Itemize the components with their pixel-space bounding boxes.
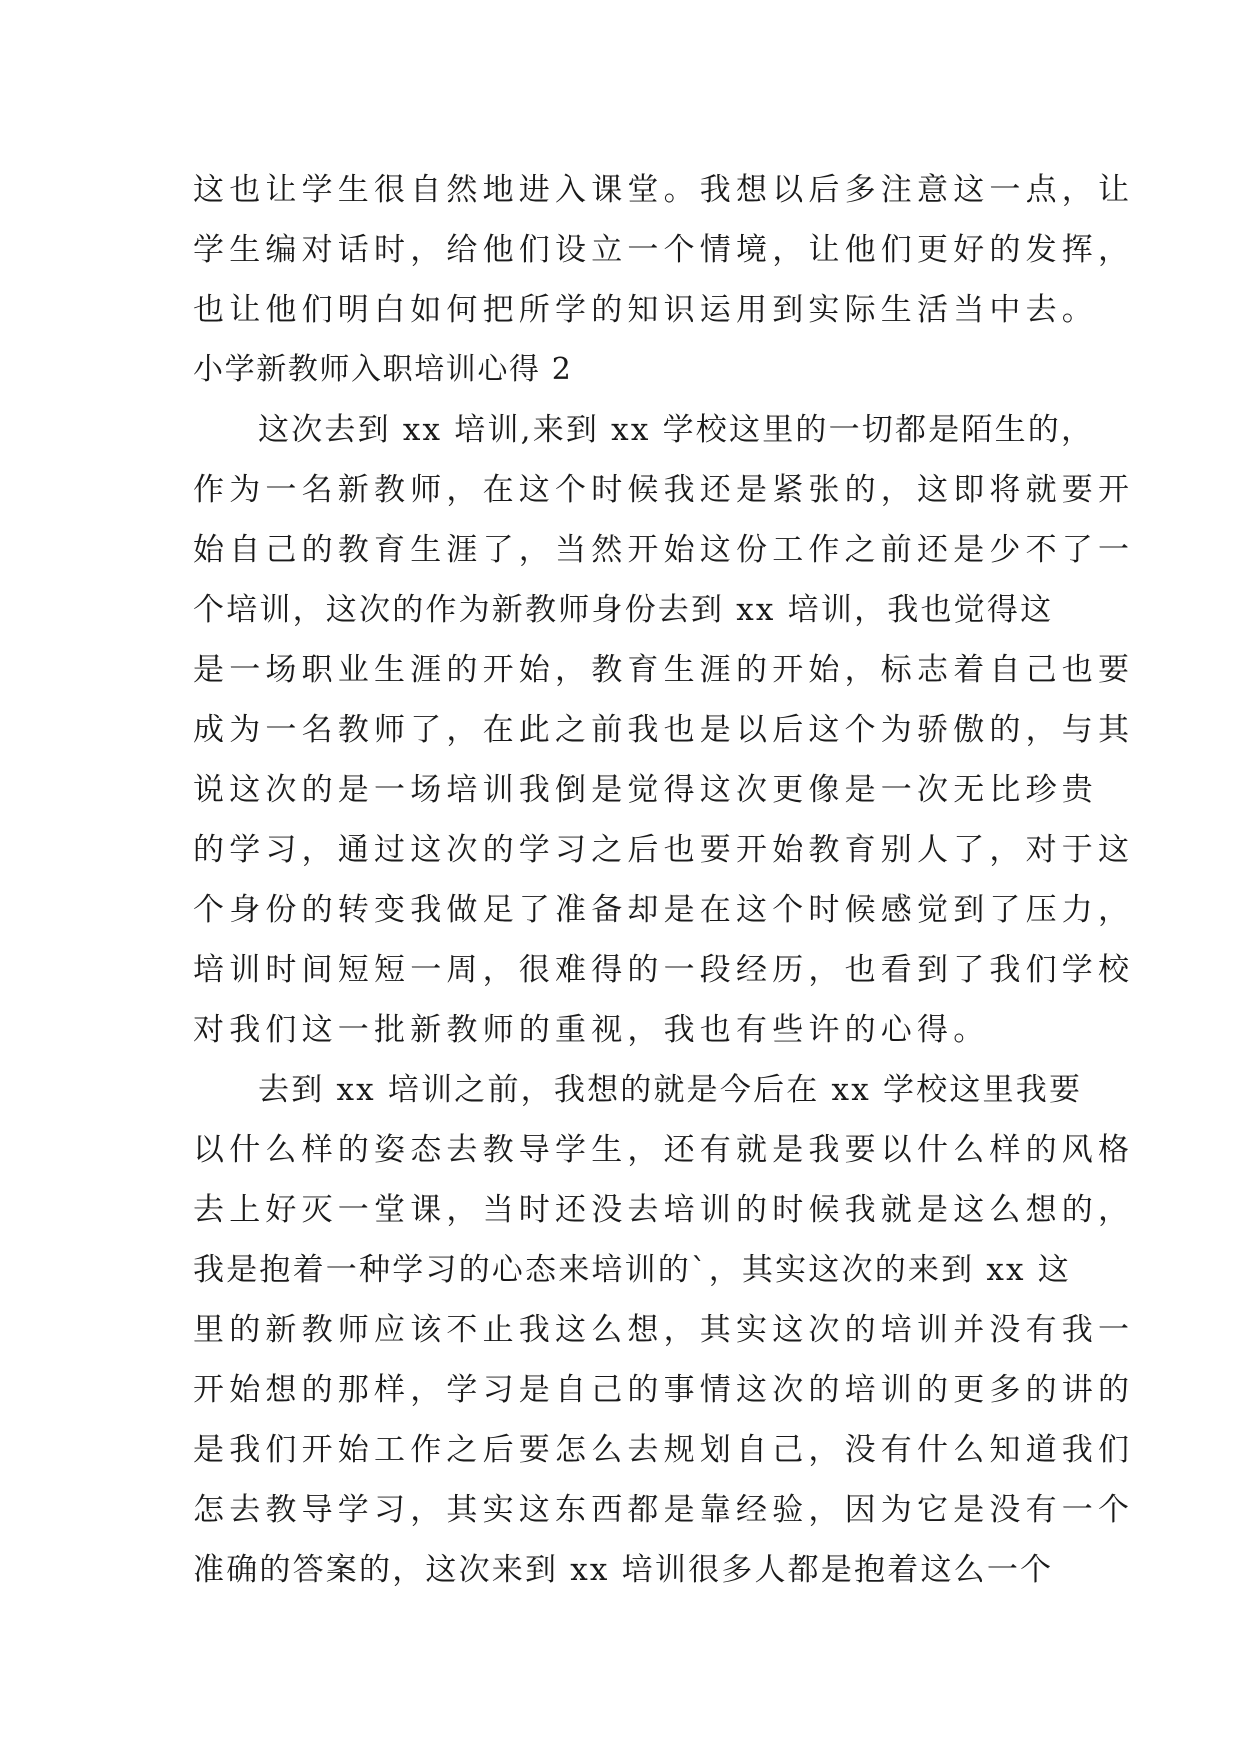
text-line: 怎去教导学习，其实这东西都是靠经验，因为它是没有一个 [193, 1492, 1135, 1528]
text-line: 是我们开始工作之后要怎么去规划自己，没有什么知道我们 [193, 1432, 1135, 1468]
text-line: 说这次的是一场培训我倒是觉得这次更像是一次无比珍贵 [193, 772, 1098, 808]
text-line: 成为一名教师了，在此之前我也是以后这个为骄傲的，与其 [193, 712, 1135, 748]
text-line: 学生编对话时，给他们设立一个情境，让他们更好的发挥， [193, 232, 1135, 268]
section-heading: 小学新教师入职培训心得 2 [193, 352, 573, 387]
text-line: 去上好灭一堂课，当时还没去培训的时候我就是这么想的， [193, 1192, 1135, 1228]
text-line: 个培训，这次的作为新教师身份去到 xx 培训，我也觉得这 [193, 592, 1054, 628]
text-line: 开始想的那样，学习是自己的事情这次的培训的更多的讲的 [193, 1372, 1135, 1408]
text-line: 始自己的教育生涯了，当然开始这份工作之前还是少不了一 [193, 532, 1135, 568]
text-line: 是一场职业生涯的开始，教育生涯的开始，标志着自己也要 [193, 652, 1135, 688]
paragraph-first-line: 这次去到 xx 培训,来到 xx 学校这里的一切都是陌生的， [258, 412, 1095, 448]
text-line: 对我们这一批新教师的重视，我也有些许的心得。 [193, 1012, 990, 1048]
text-line: 里的新教师应该不止我这么想，其实这次的培训并没有我一 [193, 1312, 1135, 1348]
text-line: 个身份的转变我做足了准备却是在这个时候感觉到了压力， [193, 892, 1135, 928]
text-line: 培训时间短短一周，很难得的一段经历，也看到了我们学校 [193, 952, 1135, 988]
text-line: 准确的答案的，这次来到 xx 培训很多人都是抱着这么一个 [193, 1552, 1054, 1588]
text-line: 也让他们明白如何把所学的知识运用到实际生活当中去。 [193, 292, 1098, 328]
document-body [193, 160, 1135, 1600]
text-line: 这也让学生很自然地进入课堂。我想以后多注意这一点，让 [193, 172, 1135, 208]
text-line: 作为一名新教师，在这个时候我还是紧张的，这即将就要开 [193, 472, 1135, 508]
text-line: 的学习，通过这次的学习之后也要开始教育别人了，对于这 [193, 832, 1135, 868]
text-line: 以什么样的姿态去教导学生，还有就是我要以什么样的风格 [193, 1132, 1135, 1168]
text-line: 我是抱着一种学习的心态来培训的`，其实这次的来到 xx 这 [193, 1252, 1071, 1288]
paragraph-first-line: 去到 xx 培训之前，我想的就是今后在 xx 学校这里我要 [258, 1072, 1083, 1108]
